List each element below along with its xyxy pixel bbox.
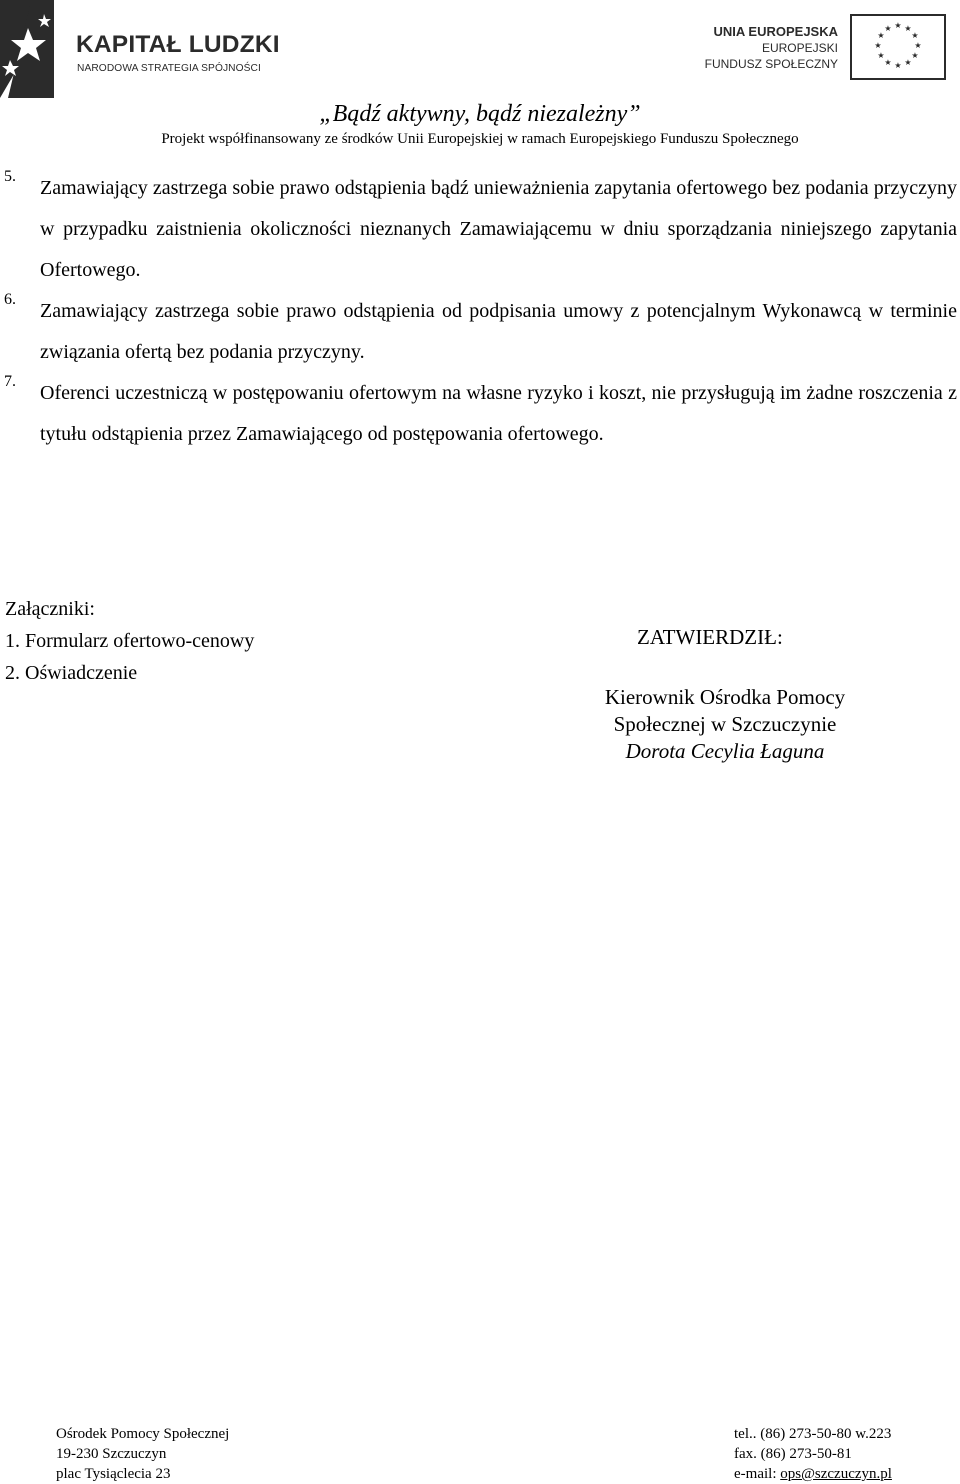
- project-motto: „Bądź aktywny, bądź niezależny”: [319, 101, 641, 127]
- eu-logo: [690, 12, 946, 82]
- footer-postal-code: 19-230 Szczuczyn: [56, 1446, 167, 1462]
- list-item: [0, 168, 960, 291]
- list-item: [0, 291, 960, 373]
- kapital-ludzki-subtitle: NARODOWA STRATEGIA SPÓJNOŚCI: [77, 63, 261, 74]
- list-item: [0, 373, 960, 455]
- footer-phone: tel.. (86) 273-50-80 w.223: [734, 1426, 892, 1442]
- kapital-ludzki-emblem-icon: [0, 0, 64, 98]
- list-item-number: 6.: [4, 291, 16, 308]
- footer-email-link[interactable]: ops@szczuczyn.pl: [780, 1466, 892, 1482]
- attachments-label: Załączniki:: [5, 598, 95, 620]
- svg-text:★: ★: [884, 58, 892, 67]
- svg-text:★: ★: [877, 51, 885, 60]
- svg-text:★: ★: [877, 31, 885, 40]
- svg-text:★: ★: [911, 31, 919, 40]
- list-item-number: 7.: [4, 373, 16, 390]
- svg-text:★: ★: [914, 41, 922, 50]
- attachment-item: 2. Oświadczenie: [5, 662, 138, 684]
- list-item-text: Oferenci uczestniczą w postępowaniu ofertowym na własne ryzyko i koszt, nie przysługują im żadne roszczenia z tytułu odstąpienia przez Zamawiającego od postępowania ofertowego.: [40, 382, 957, 445]
- attachment-item: 1. Formularz ofertowo-cenowy: [5, 630, 255, 652]
- svg-text:★: ★: [904, 58, 912, 67]
- footer-email-prefix: e-mail:: [734, 1466, 781, 1482]
- list-item-text: Zamawiający zastrzega sobie prawo odstąpienia bądź unieważnienia zapytania ofertowego bez podania przyczyny w przypadku zaistnienia okoliczności nieznanych Zamawiającemu w dniu sporządzania niniejszego zapytania Ofertowego.: [40, 177, 957, 281]
- page-header: [0, 0, 960, 150]
- approved-label: ZATWIERDZIŁ:: [637, 625, 783, 649]
- eu-flag-icon: [850, 14, 946, 80]
- footer-street: plac Tysiąclecia 23: [56, 1466, 171, 1482]
- eu-logo-line3: FUNDUSZ SPOŁECZNY: [704, 57, 838, 71]
- footer-email-line: [734, 1464, 892, 1484]
- signatory-name: Dorota Cecylia Łaguna: [625, 739, 825, 763]
- signature-block: [560, 684, 890, 765]
- svg-text:★: ★: [894, 21, 902, 30]
- footer-address: [56, 1424, 229, 1484]
- terms-list: [0, 168, 960, 455]
- attachments-section: [5, 593, 254, 689]
- eu-logo-line2: EUROPEJSKI: [761, 41, 838, 55]
- signatory-title-line2: Społecznej w Szczuczynie: [613, 712, 837, 736]
- eu-logo-text: [705, 24, 838, 72]
- svg-text:★: ★: [904, 24, 912, 33]
- kapital-ludzki-logo: [0, 0, 290, 100]
- footer-org-name: Ośrodek Pomocy Społecznej: [56, 1426, 230, 1442]
- list-item-text: Zamawiający zastrzega sobie prawo odstąpienia od podpisania umowy z potencjalnym Wykonawcą w terminie związania ofertą bez podania przyczyny.: [40, 300, 957, 363]
- svg-text:★: ★: [911, 51, 919, 60]
- footer-contact: [734, 1424, 892, 1484]
- footer-fax: fax. (86) 273-50-81: [734, 1446, 852, 1462]
- svg-text:★: ★: [884, 24, 892, 33]
- list-item-number: 5.: [4, 168, 16, 185]
- project-funding-line: Projekt współfinansowany ze środków Unii Europejskiej w ramach Europejskiego Funduszu Społecznego: [161, 131, 799, 147]
- kapital-ludzki-title: KAPITAŁ LUDZKI: [76, 31, 280, 58]
- signatory-title-line1: Kierownik Ośrodka Pomocy: [604, 685, 846, 709]
- svg-text:★: ★: [894, 61, 902, 70]
- eu-logo-line1: UNIA EUROPEJSKA: [713, 24, 838, 39]
- svg-text:★: ★: [874, 41, 882, 50]
